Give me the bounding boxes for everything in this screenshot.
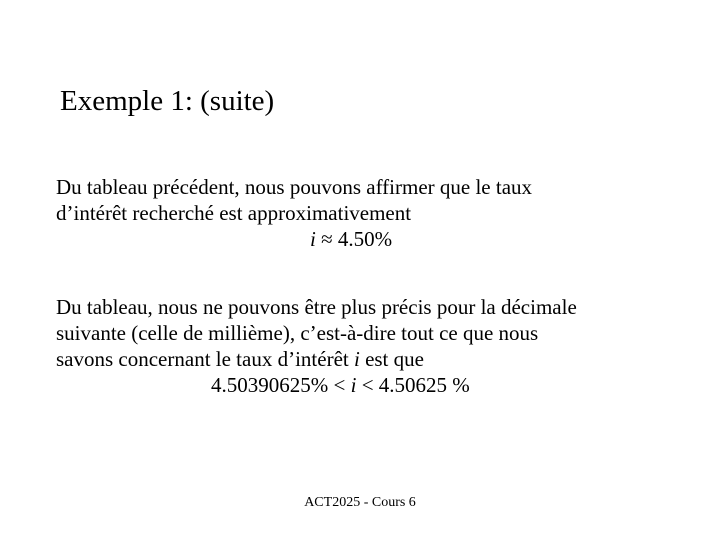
variable-i: i <box>353 347 360 371</box>
variable-i: i <box>310 227 316 251</box>
formula-value: ≈ 4.50% <box>315 227 393 251</box>
paragraph-line: Du tableau précédent, nous pouvons affirmer que le taux <box>56 175 533 199</box>
text-segment: est que <box>359 347 424 371</box>
slide-footer: ACT2025 - Cours 6 <box>304 495 416 510</box>
inequality-right: < 4.50625 % <box>356 373 470 397</box>
text-segment: savons concernant le taux d’intérêt <box>56 347 354 371</box>
inequality-left: 4.50390625% < <box>211 373 351 397</box>
formula-approx-rate <box>56 226 532 252</box>
paragraph-line: Du tableau, nous ne pouvons être plus précis pour la décimale <box>56 295 577 319</box>
paragraph-estimate <box>56 174 532 252</box>
slide-title: Exemple 1: (suite) <box>60 85 275 117</box>
paragraph-precision <box>56 294 577 398</box>
paragraph-line: d’intérêt recherché est approximativement <box>56 201 412 225</box>
variable-i: i <box>350 373 357 397</box>
paragraph-line <box>56 346 577 372</box>
formula-inequality <box>56 372 577 398</box>
paragraph-line: suivante (celle de millième), c’est-à-dire tout ce que nous <box>56 321 539 345</box>
